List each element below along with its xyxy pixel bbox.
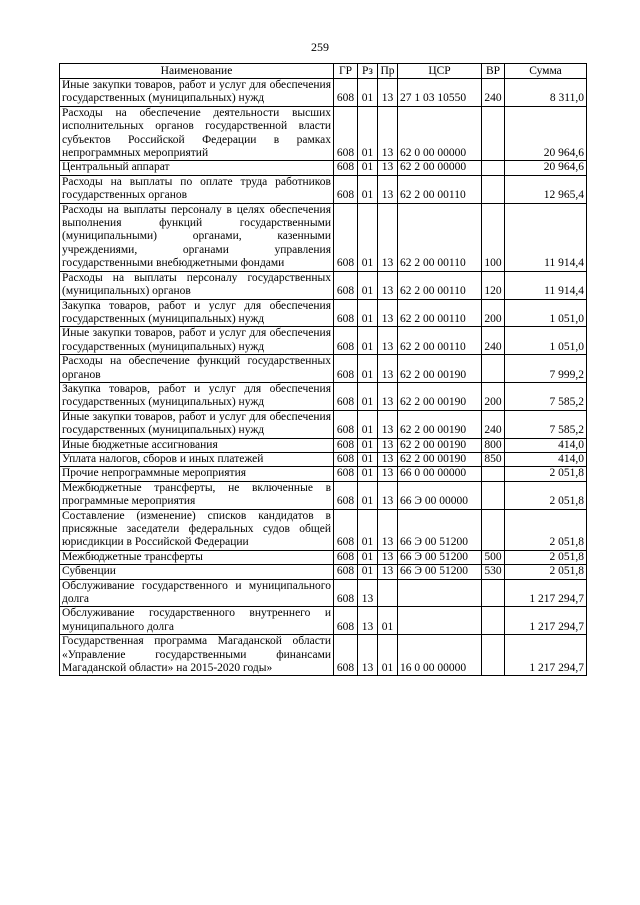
header-rz: Рз	[358, 64, 378, 79]
row-rz: 01	[358, 106, 378, 161]
row-name: Межбюджетные трансферты, не включенные в программные мероприятия	[60, 481, 334, 509]
row-rz: 01	[358, 467, 378, 481]
row-gr: 608	[334, 271, 358, 299]
budget-table	[59, 63, 587, 676]
row-pr: 13	[378, 438, 398, 452]
row-name: Субвенции	[60, 565, 334, 579]
row-pr: 13	[378, 271, 398, 299]
row-pr: 13	[378, 509, 398, 550]
row-gr: 608	[334, 106, 358, 161]
row-csr	[398, 607, 482, 635]
header-pr: Пр	[378, 64, 398, 79]
row-rz: 01	[358, 175, 378, 203]
row-gr: 608	[334, 550, 358, 564]
row-name: Расходы на выплаты персоналу государственных (муниципальных) органов	[60, 271, 334, 299]
row-gr: 608	[334, 382, 358, 410]
row-rz: 01	[358, 509, 378, 550]
row-csr: 66 Э 00 51200	[398, 550, 482, 564]
row-csr: 62 2 00 00190	[398, 452, 482, 466]
row-vr	[482, 635, 505, 676]
row-vr: 240	[482, 79, 505, 107]
row-gr: 608	[334, 161, 358, 175]
row-csr: 62 2 00 00110	[398, 327, 482, 355]
row-name: Расходы на выплаты персоналу в целях обеспечения выполнения функций государственными (муниципальными) органами, казенными учреждениями, органами управления государственными внебюджетными фондами	[60, 203, 334, 271]
row-csr: 62 2 00 00110	[398, 271, 482, 299]
table-row	[60, 565, 587, 579]
row-pr: 01	[378, 607, 398, 635]
table-row	[60, 635, 587, 676]
table-row	[60, 410, 587, 438]
row-rz: 01	[358, 355, 378, 383]
header-name: Наименование	[60, 64, 334, 79]
row-rz: 01	[358, 299, 378, 327]
row-csr: 27 1 03 10550	[398, 79, 482, 107]
row-csr: 62 2 00 00000	[398, 161, 482, 175]
row-gr: 608	[334, 607, 358, 635]
row-sum: 1 217 294,7	[505, 607, 587, 635]
row-sum: 2 051,8	[505, 565, 587, 579]
row-pr: 01	[378, 635, 398, 676]
row-sum: 1 051,0	[505, 327, 587, 355]
row-sum: 1 051,0	[505, 299, 587, 327]
header-sum: Сумма	[505, 64, 587, 79]
row-sum: 8 311,0	[505, 79, 587, 107]
table-row	[60, 175, 587, 203]
row-vr	[482, 467, 505, 481]
row-gr: 608	[334, 452, 358, 466]
row-name: Межбюджетные трансферты	[60, 550, 334, 564]
row-rz: 01	[358, 271, 378, 299]
row-rz: 01	[358, 410, 378, 438]
row-csr: 62 2 00 00110	[398, 175, 482, 203]
row-sum: 1 217 294,7	[505, 635, 587, 676]
row-vr: 200	[482, 382, 505, 410]
row-gr: 608	[334, 299, 358, 327]
row-sum: 414,0	[505, 438, 587, 452]
row-gr: 608	[334, 579, 358, 607]
row-sum: 7 585,2	[505, 410, 587, 438]
row-rz: 01	[358, 438, 378, 452]
row-vr	[482, 106, 505, 161]
row-name: Составление (изменение) списков кандидатов в присяжные заседатели федеральных судов общей юрисдикции в Российской Федерации	[60, 509, 334, 550]
row-rz: 01	[358, 382, 378, 410]
row-name: Центральный аппарат	[60, 161, 334, 175]
row-pr: 13	[378, 550, 398, 564]
row-rz: 13	[358, 635, 378, 676]
table-header-row	[60, 64, 587, 79]
table-row	[60, 452, 587, 466]
row-vr	[482, 579, 505, 607]
header-gr: ГР	[334, 64, 358, 79]
row-sum: 7 999,2	[505, 355, 587, 383]
row-csr: 66 Э 00 51200	[398, 509, 482, 550]
row-vr	[482, 161, 505, 175]
row-rz: 01	[358, 327, 378, 355]
row-csr: 66 Э 00 51200	[398, 565, 482, 579]
row-name: Прочие непрограммные мероприятия	[60, 467, 334, 481]
row-sum: 2 051,8	[505, 467, 587, 481]
row-sum: 20 964,6	[505, 161, 587, 175]
row-rz: 01	[358, 79, 378, 107]
row-gr: 608	[334, 438, 358, 452]
row-rz: 13	[358, 607, 378, 635]
row-gr: 608	[334, 635, 358, 676]
row-vr: 200	[482, 299, 505, 327]
row-vr: 530	[482, 565, 505, 579]
row-gr: 608	[334, 467, 358, 481]
row-sum: 2 051,8	[505, 509, 587, 550]
table-row	[60, 579, 587, 607]
row-vr: 120	[482, 271, 505, 299]
row-name: Закупка товаров, работ и услуг для обеспечения государственных (муниципальных) нужд	[60, 299, 334, 327]
row-vr	[482, 481, 505, 509]
row-pr: 13	[378, 565, 398, 579]
row-csr: 16 0 00 00000	[398, 635, 482, 676]
row-rz: 01	[358, 550, 378, 564]
table-row	[60, 467, 587, 481]
row-rz: 01	[358, 203, 378, 271]
row-rz: 01	[358, 452, 378, 466]
row-name: Иные закупки товаров, работ и услуг для обеспечения государственных (муниципальных) нужд	[60, 79, 334, 107]
table-row	[60, 607, 587, 635]
row-pr: 13	[378, 203, 398, 271]
table-row	[60, 509, 587, 550]
table-row	[60, 355, 587, 383]
row-name: Иные бюджетные ассигнования	[60, 438, 334, 452]
row-name: Обслуживание государственного и муниципального долга	[60, 579, 334, 607]
row-gr: 608	[334, 410, 358, 438]
row-vr	[482, 509, 505, 550]
table-row	[60, 79, 587, 107]
row-name: Иные закупки товаров, работ и услуг для обеспечения государственных (муниципальных) нужд	[60, 327, 334, 355]
row-pr	[378, 579, 398, 607]
row-csr: 62 2 00 00190	[398, 355, 482, 383]
table-row	[60, 161, 587, 175]
row-pr: 13	[378, 481, 398, 509]
table-row	[60, 203, 587, 271]
table-row	[60, 299, 587, 327]
row-gr: 608	[334, 355, 358, 383]
row-vr: 500	[482, 550, 505, 564]
row-vr: 850	[482, 452, 505, 466]
row-gr: 608	[334, 175, 358, 203]
row-gr: 608	[334, 203, 358, 271]
row-vr	[482, 607, 505, 635]
row-pr: 13	[378, 452, 398, 466]
row-name: Расходы на обеспечение функций государственных органов	[60, 355, 334, 383]
row-sum: 1 217 294,7	[505, 579, 587, 607]
row-sum: 414,0	[505, 452, 587, 466]
row-pr: 13	[378, 79, 398, 107]
row-pr: 13	[378, 106, 398, 161]
row-sum: 2 051,8	[505, 481, 587, 509]
row-pr: 13	[378, 299, 398, 327]
table-row	[60, 106, 587, 161]
table-row	[60, 438, 587, 452]
row-pr: 13	[378, 161, 398, 175]
row-vr: 240	[482, 410, 505, 438]
row-csr: 62 2 00 00190	[398, 382, 482, 410]
row-pr: 13	[378, 382, 398, 410]
row-csr: 62 2 00 00110	[398, 203, 482, 271]
table-row	[60, 550, 587, 564]
row-name: Расходы на обеспечение деятельности высших исполнительных органов государственной власти субъектов Российской Федерации в рамках непрограммных мероприятий	[60, 106, 334, 161]
row-gr: 608	[334, 79, 358, 107]
row-name: Расходы на выплаты по оплате труда работников государственных органов	[60, 175, 334, 203]
row-csr: 66 0 00 00000	[398, 467, 482, 481]
row-name: Обслуживание государственного внутреннего и муниципального долга	[60, 607, 334, 635]
row-name: Закупка товаров, работ и услуг для обеспечения государственных (муниципальных) нужд	[60, 382, 334, 410]
row-name: Иные закупки товаров, работ и услуг для обеспечения государственных (муниципальных) нужд	[60, 410, 334, 438]
row-gr: 608	[334, 509, 358, 550]
table-row	[60, 382, 587, 410]
row-pr: 13	[378, 175, 398, 203]
header-vr: ВР	[482, 64, 505, 79]
row-name: Уплата налогов, сборов и иных платежей	[60, 452, 334, 466]
table-row	[60, 271, 587, 299]
row-rz: 01	[358, 565, 378, 579]
row-pr: 13	[378, 410, 398, 438]
row-sum: 12 965,4	[505, 175, 587, 203]
row-gr: 608	[334, 327, 358, 355]
row-rz: 01	[358, 481, 378, 509]
row-sum: 11 914,4	[505, 203, 587, 271]
row-csr: 66 Э 00 00000	[398, 481, 482, 509]
page-number: 259	[311, 40, 329, 54]
row-vr	[482, 355, 505, 383]
row-csr	[398, 579, 482, 607]
row-pr: 13	[378, 327, 398, 355]
row-sum: 20 964,6	[505, 106, 587, 161]
row-sum: 2 051,8	[505, 550, 587, 564]
row-name: Государственная программа Магаданской области «Управление государственными финансами Магаданской области» на 2015-2020 годы»	[60, 635, 334, 676]
row-vr: 100	[482, 203, 505, 271]
table-row	[60, 481, 587, 509]
header-csr: ЦСР	[398, 64, 482, 79]
row-csr: 62 2 00 00190	[398, 438, 482, 452]
row-vr: 240	[482, 327, 505, 355]
row-csr: 62 2 00 00110	[398, 299, 482, 327]
row-vr: 800	[482, 438, 505, 452]
row-pr: 13	[378, 355, 398, 383]
row-csr: 62 2 00 00190	[398, 410, 482, 438]
row-gr: 608	[334, 565, 358, 579]
row-sum: 11 914,4	[505, 271, 587, 299]
table-row	[60, 327, 587, 355]
row-vr	[482, 175, 505, 203]
row-gr: 608	[334, 481, 358, 509]
row-sum: 7 585,2	[505, 382, 587, 410]
row-pr: 13	[378, 467, 398, 481]
row-rz: 01	[358, 161, 378, 175]
row-rz: 13	[358, 579, 378, 607]
row-csr: 62 0 00 00000	[398, 106, 482, 161]
